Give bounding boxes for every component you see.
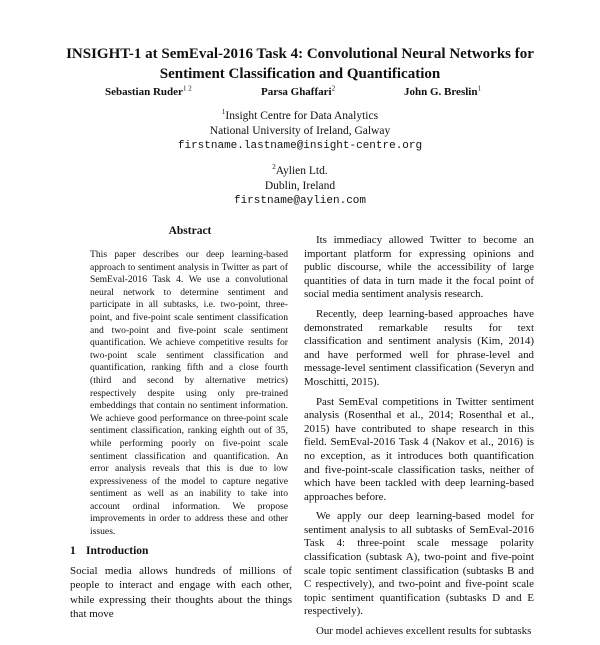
author-ruder: [105, 86, 192, 98]
author-ghaffari: [261, 86, 335, 98]
paper-title: INSIGHT-1 at SemEval-2016 Task 4: Convolutional Neural Networks for Sentiment Classification and Quantification: [66, 46, 534, 82]
author-name: Sebastian Ruder: [105, 86, 183, 98]
affiliation-name-line: [100, 164, 500, 179]
affiliation-aylien: [100, 164, 500, 209]
affiliation-name: Aylien Ltd.: [275, 165, 328, 177]
author-name: Parsa Ghaffari: [261, 86, 332, 98]
intro-paragraph-left: Social media allows hundreds of millions of people to interact and engage with each other, while expressing their thoughts about the things that move: [70, 565, 292, 620]
body-paragraph: Past SemEval competitions in Twitter sentiment analysis (Rosenthal et al., 2014; Rosenthal et al., 2015) have contributed to shape research in this field. SemEval-2016 Task 4 (Nakov et al., 2016) is no exception, as it introduces both quantification and five-point-scale classification tasks, neither of which have been tackled with deep learning-based approaches before.: [304, 395, 534, 503]
affiliation-mark: 1: [221, 108, 226, 117]
author-affiliation-mark: 1: [477, 84, 481, 93]
affiliation-org: Dublin, Ireland: [264, 180, 336, 192]
affiliation-email: firstname@aylien.com: [233, 195, 367, 207]
author-name: John G. Breslin: [404, 86, 478, 98]
section-title: Introduction: [86, 545, 149, 557]
affiliation-name: Insight Centre for Data Analytics: [225, 110, 379, 122]
section-number: 1: [70, 545, 76, 557]
author-affiliation-mark: 2: [331, 84, 336, 93]
affiliation-name-line: [100, 109, 500, 124]
body-paragraph: Our model achieves excellent results for subtasks: [316, 625, 532, 638]
body-paragraph: We apply our deep learning-based model for sentiment analysis to all subtasks of SemEval-2016 Task 4: three-point scale message polarity classification (subtask A), two-point and five-point scale topic sentiment classification (subtasks B and C respectively), and two-point and five-point scale topic sentiment quantification (subtasks D and E respectively).: [304, 510, 534, 618]
author-affiliation-mark: 1 2: [182, 84, 192, 93]
body-paragraph: Recently, deep learning-based approaches have demonstrated remarkable results for text classification and sentiment analysis (Kim, 2014) and have performed well for phrase-level and message-level sentiment classification (Severyn and Moschitti, 2015).: [304, 307, 534, 388]
affiliation-org: National University of Ireland, Galway: [209, 125, 391, 137]
affiliation-mark: 2: [272, 163, 276, 172]
body-paragraph: Its immediacy allowed Twitter to become an important platform for expressing opinions and public discourse, while the accessibility of large quantities of data in turn made it the focal point of social media sentiment analysis research.: [304, 234, 534, 301]
right-column: [304, 234, 534, 645]
affiliation-insight: [100, 109, 500, 154]
abstract-heading: Abstract: [168, 225, 212, 237]
abstract-text: This paper describes our deep learning-based approach to sentiment analysis in Twitter as part of SemEval-2016 Task 4. We use a convolutional neural network to determine sentiment and participate in all subtasks, i.e. two-point, three-point, and five-point scale sentiment classification and two-point and five-point scale sentiment quantification. We achieve competitive results for two-point scale sentiment classification and quantification, ranking fifth and a close fourth (third and second by alternative metrics) respectively despite using only pre-trained embeddings that contain no sentiment information. We achieve good performance on three-point scale sentiment classification, ranking eighth out of 35, while performing poorly on five-point scale sentiment classification and quantification. An error analysis reveals that this is due to low expressiveness of the model to capture negative sentiment as well as an inability to take into account ordinal information. We propose improvements in order to address these and other issues.: [90, 249, 288, 538]
author-list: [0, 86, 600, 102]
section-heading-introduction: [70, 545, 148, 557]
author-breslin: [404, 86, 481, 98]
affiliation-email: firstname.lastname@insight-centre.org: [177, 140, 423, 152]
